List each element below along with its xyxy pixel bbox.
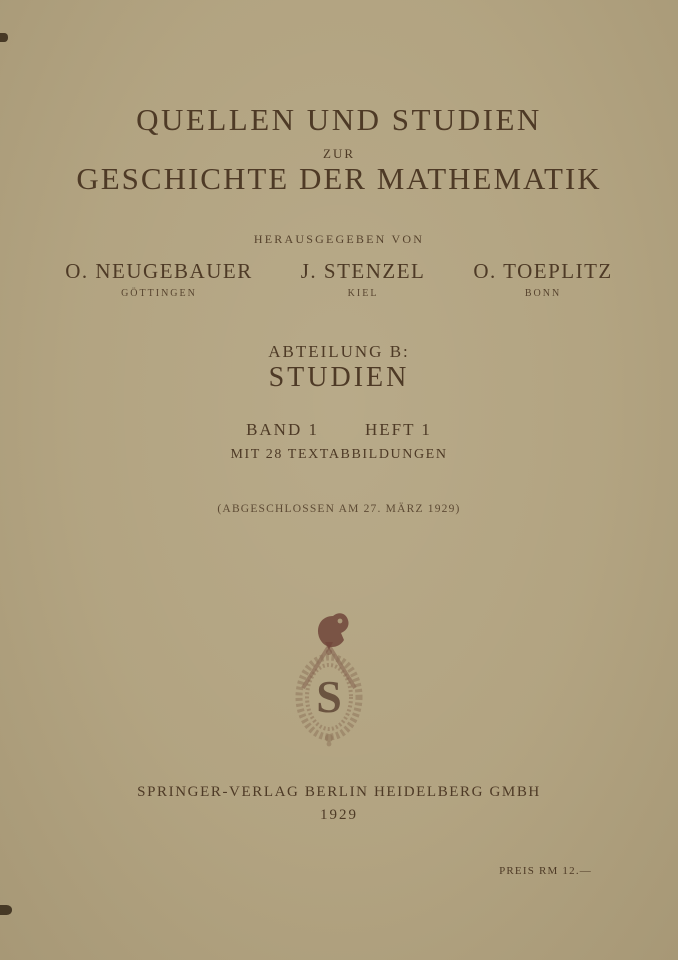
scan-artifact-bottom [0, 905, 12, 915]
editors-row [0, 259, 678, 299]
editor-city: GÖTTINGEN [121, 288, 197, 299]
editor-name: J. STENZEL [300, 259, 426, 283]
journal-title-connector: ZUR [323, 146, 355, 161]
volume-issue-row [0, 420, 678, 440]
editor-toeplitz [473, 259, 612, 299]
journal-title-line1: QUELLEN UND STUDIEN [136, 102, 542, 137]
editor-name: O. NEUGEBAUER [65, 259, 253, 283]
section-label: ABTEILUNG B: [268, 342, 410, 361]
publisher-imprint: SPRINGER-VERLAG BERLIN HEIDELBERG GMBH [137, 784, 541, 800]
completion-note: (ABGESCHLOSSEN AM 27. MÄRZ 1929) [217, 503, 461, 515]
editor-city: KIEL [347, 288, 379, 299]
editor-name: O. TOEPLITZ [473, 259, 613, 283]
editor-city: BONN [524, 288, 562, 299]
svg-text:S: S [316, 671, 342, 722]
editor-neugebauer [65, 259, 253, 299]
editor-stenzel [301, 259, 426, 299]
section-title: STUDIEN [268, 362, 410, 393]
publication-year: 1929 [320, 807, 358, 823]
price-label: PREIS RM 12.— [499, 865, 592, 877]
volume-label: BAND 1 [246, 420, 319, 439]
edited-by-label: HERAUSGEGEBEN VON [253, 232, 425, 246]
illustrations-note: MIT 28 TEXTABBILDUNGEN [230, 447, 448, 462]
journal-title-line2: GESCHICHTE DER MATHEMATIK [76, 161, 602, 196]
issue-label: HEFT 1 [364, 420, 432, 439]
springer-chess-knight-emblem-icon [281, 608, 377, 748]
scan-artifact-top [0, 33, 8, 42]
